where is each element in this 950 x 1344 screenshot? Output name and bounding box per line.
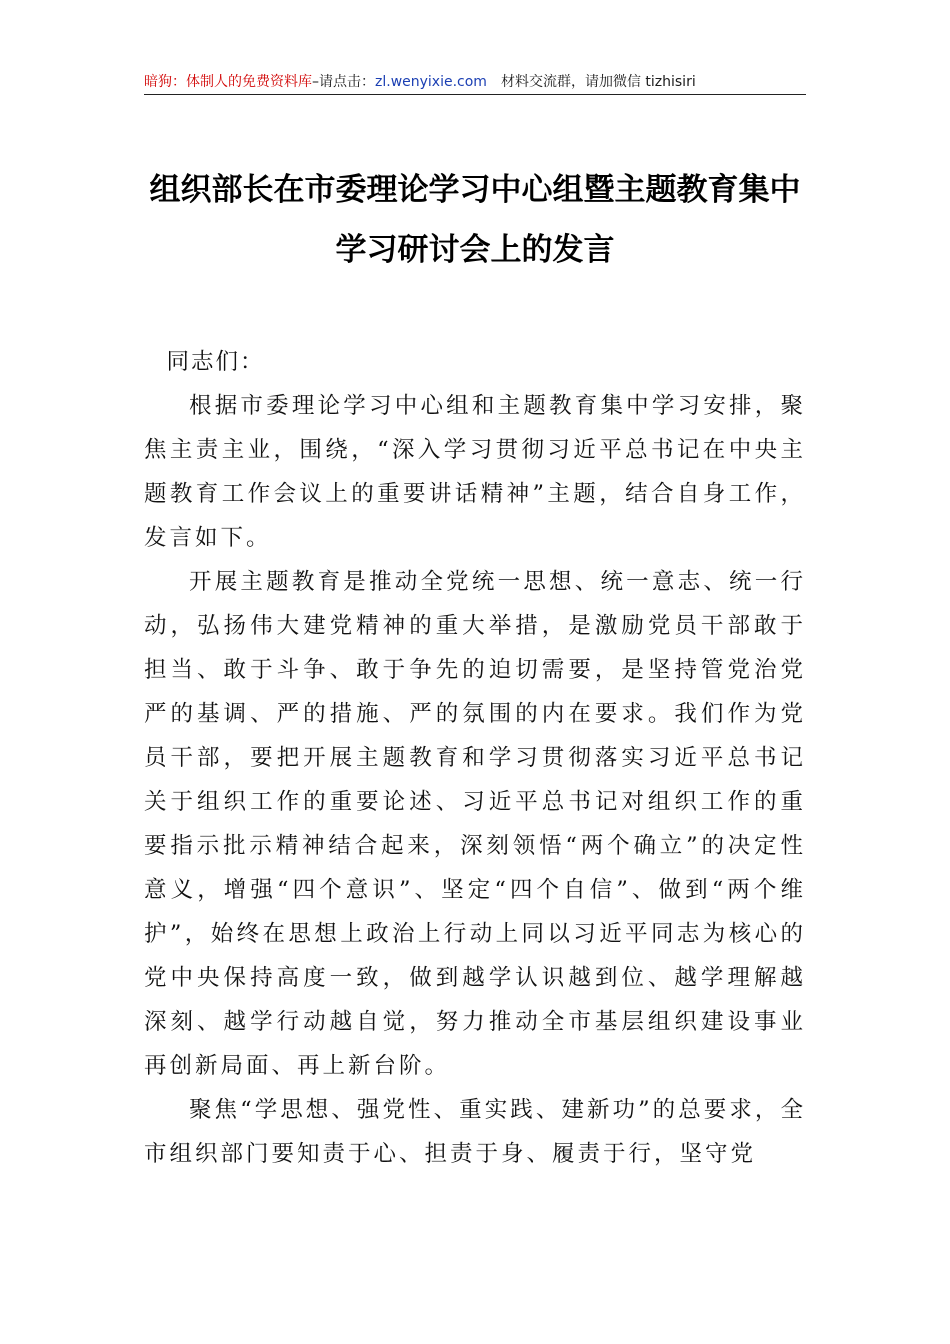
header-click-prefix: –请点击：: [312, 74, 375, 90]
greeting: 同志们：: [166, 349, 265, 375]
body-paragraph-2: 开展主题教育是推动全党统一思想、统一意志、统一行动，弘扬伟大建党精神的重大举措，是激励党员干部敢于担当、敢于斗争、敢于争先的迫切需要，是坚持管党治党严的基调、严的措施、严的氛围的内在要求。我们作为党员干部，要把开展主题教育和学习贯彻落实习近平总书记关于组织工作的重要论述、习近平总书记对组织工作的重要指示批示精神结合起来，深刻领悟“两个确立”的决定性意义，增强“四个意识”、坚定“四个自信”、做到“两个维护”，始终在思想上政治上行动上同以习近平同志为核心的党中央保持高度一致，做到越学认识越到位、越学理解越深刻、越学行动越自觉，努力推动全市基层组织建设事业再创新局面、再上新台阶。: [144, 569, 806, 1079]
header-divider: [144, 94, 806, 95]
page-header: [144, 70, 806, 96]
document-body: [144, 340, 806, 1176]
document-title: 组织部长在市委理论学习中心组暨主题教育集中学习研讨会上的发言: [149, 172, 801, 268]
header-group-text: 材料交流群，请加微信 tizhisiri: [500, 74, 696, 90]
header-url-link[interactable]: zl.wenyixie.com: [375, 74, 487, 90]
body-paragraph-1: 根据市委理论学习中心组和主题教育集中学习安排，聚焦主责主业，围绕，“深入学习贯彻习近平总书记在中央主题教育工作会议上的重要讲话精神”主题，结合自身工作，发言如下。: [144, 393, 806, 551]
header-source-label: 暗狗：体制人的免费资料库: [144, 74, 312, 90]
body-paragraph-3: 聚焦“学思想、强党性、重实践、建新功”的总要求，全市组织部门要知责于心、担责于身、履责于行，坚守党: [144, 1097, 806, 1167]
